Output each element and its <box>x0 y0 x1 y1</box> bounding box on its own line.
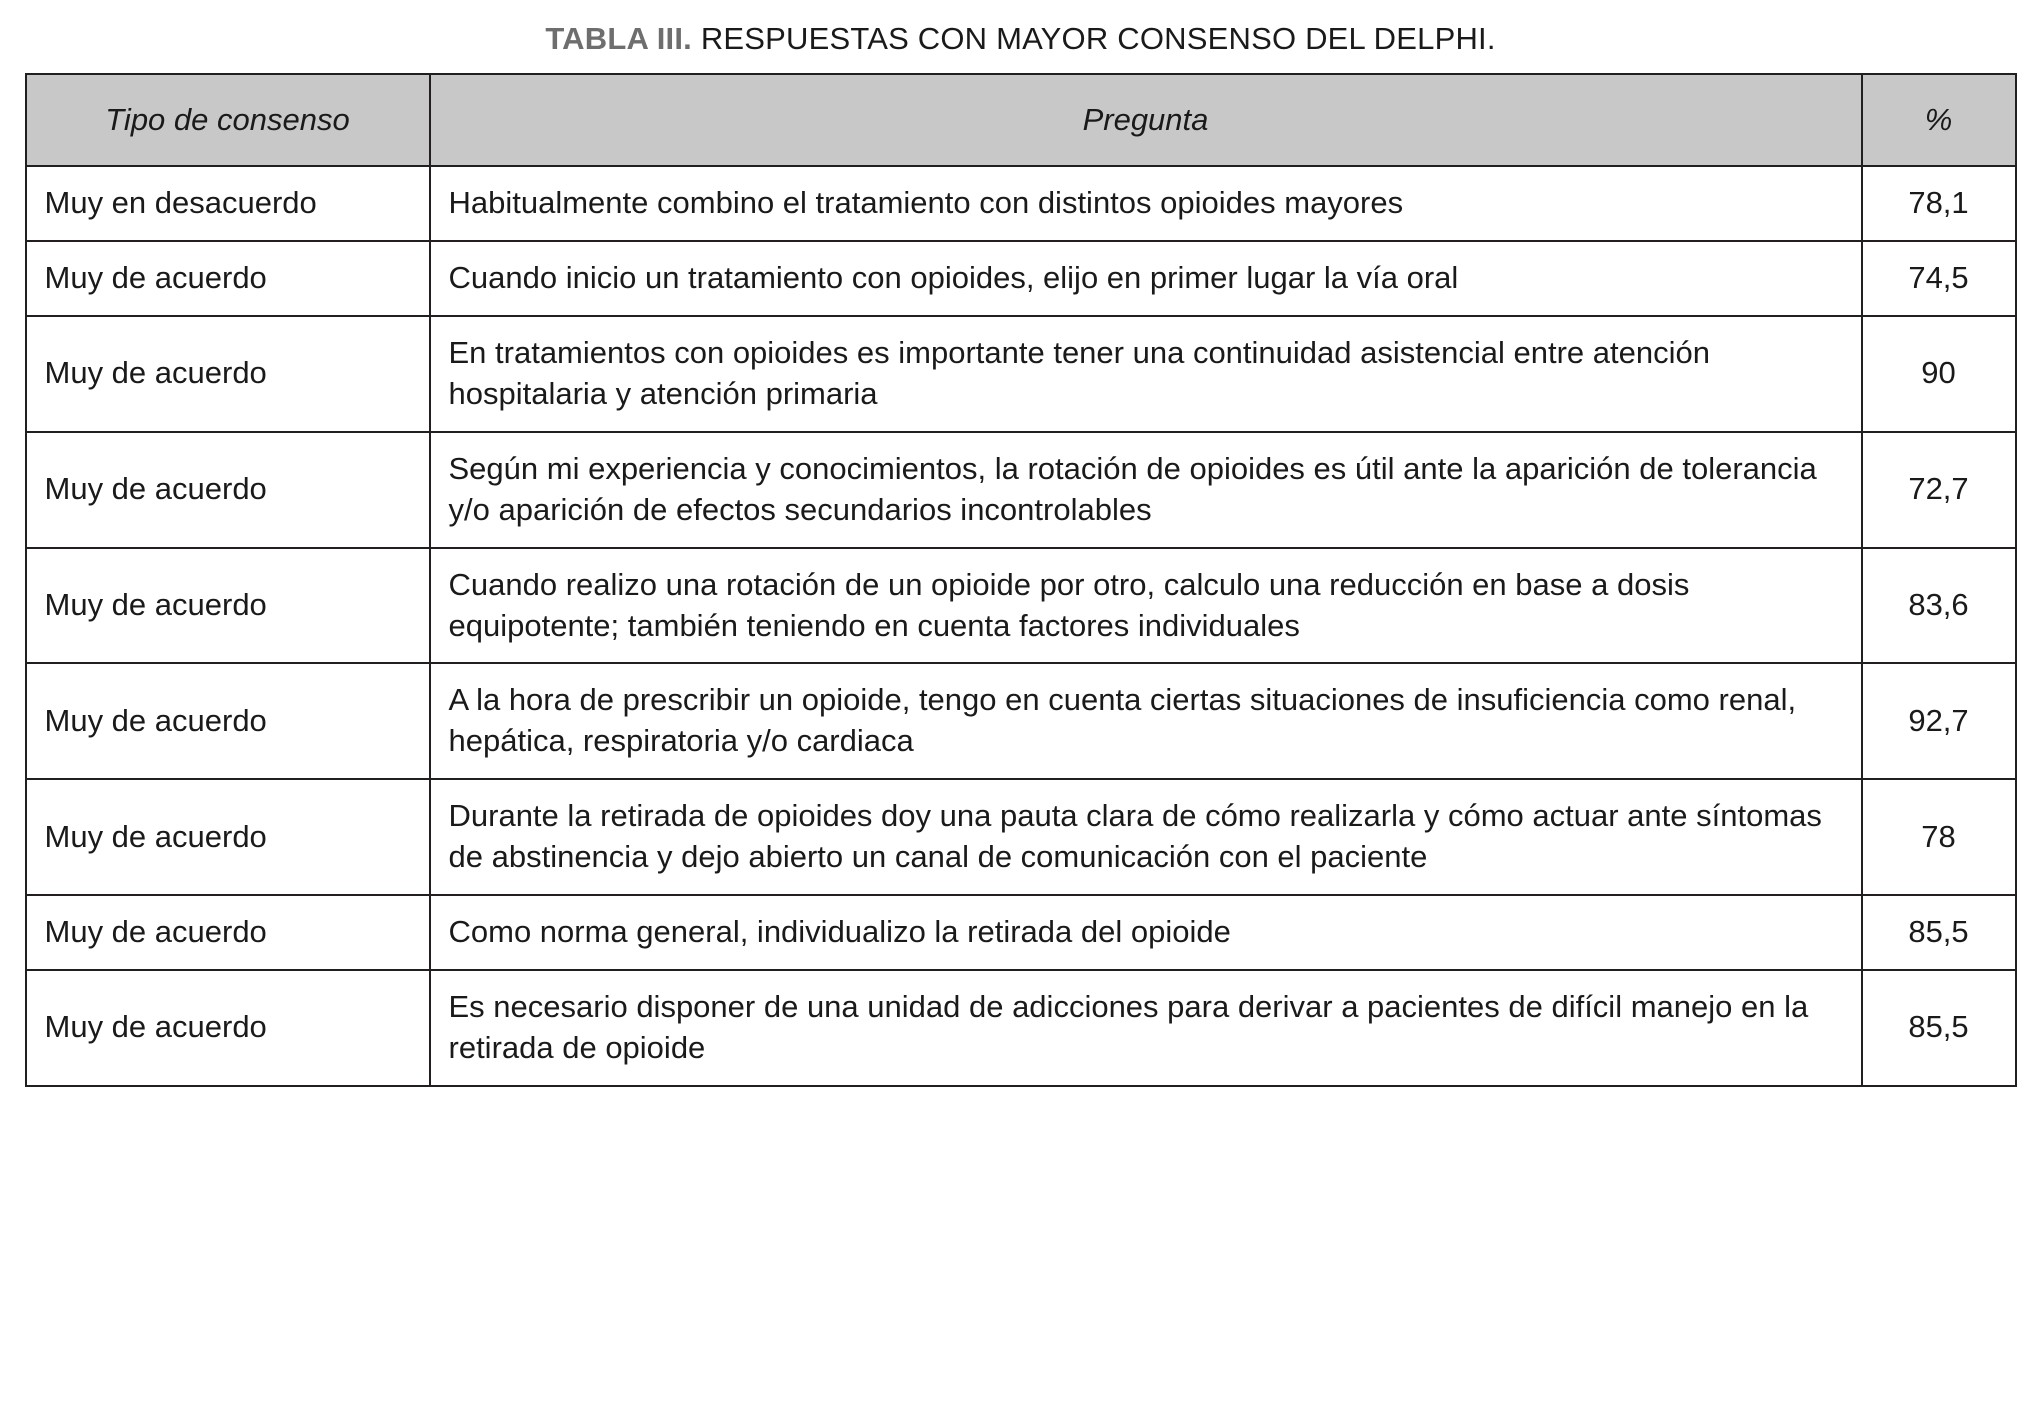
table-row <box>26 970 2016 1086</box>
delphi-consensus-table <box>25 73 2017 1087</box>
cell-question: Habitualmente combino el tratamiento con distintos opioides mayores <box>430 166 1862 241</box>
cell-consensus-type: Muy de acuerdo <box>26 779 430 895</box>
table-row <box>26 166 2016 241</box>
cell-question: Cuando realizo una rotación de un opioide por otro, calculo una reducción en base a dosis equipotente; también teniendo en cuenta factores individuales <box>430 548 1862 664</box>
column-header-percent: % <box>1862 74 2016 166</box>
table-header-row <box>26 74 2016 166</box>
table-header <box>26 74 2016 166</box>
column-header-question: Pregunta <box>430 74 1862 166</box>
table-body <box>26 166 2016 1086</box>
cell-consensus-type: Muy en desacuerdo <box>26 166 430 241</box>
cell-question: Cuando inicio un tratamiento con opioides, elijo en primer lugar la vía oral <box>430 241 1862 316</box>
cell-percent: 85,5 <box>1862 970 2016 1086</box>
table-caption <box>14 14 2027 73</box>
table-row <box>26 895 2016 970</box>
cell-consensus-type: Muy de acuerdo <box>26 970 430 1086</box>
cell-question: A la hora de prescribir un opioide, tengo en cuenta ciertas situaciones de insuficiencia como renal, hepática, respiratoria y/o cardiaca <box>430 663 1862 779</box>
table-caption-label: TABLA III. <box>545 21 692 56</box>
cell-consensus-type: Muy de acuerdo <box>26 432 430 548</box>
cell-percent: 78 <box>1862 779 2016 895</box>
cell-question: Como norma general, individualizo la retirada del opioide <box>430 895 1862 970</box>
cell-question: Durante la retirada de opioides doy una pauta clara de cómo realizarla y cómo actuar ante síntomas de abstinencia y dejo abierto un canal de comunicación con el paciente <box>430 779 1862 895</box>
table-row <box>26 241 2016 316</box>
column-header-consensus-type: Tipo de consenso <box>26 74 430 166</box>
cell-percent: 78,1 <box>1862 166 2016 241</box>
cell-percent: 85,5 <box>1862 895 2016 970</box>
table-caption-text: RESPUESTAS CON MAYOR CONSENSO DEL DELPHI. <box>700 21 1496 56</box>
table-row <box>26 548 2016 664</box>
table-row <box>26 663 2016 779</box>
cell-question: En tratamientos con opioides es importante tener una continuidad asistencial entre atención hospitalaria y atención primaria <box>430 316 1862 432</box>
cell-question: Según mi experiencia y conocimientos, la rotación de opioides es útil ante la aparición de tolerancia y/o aparición de efectos secundarios incontrolables <box>430 432 1862 548</box>
cell-consensus-type: Muy de acuerdo <box>26 895 430 970</box>
cell-percent: 74,5 <box>1862 241 2016 316</box>
cell-percent: 83,6 <box>1862 548 2016 664</box>
cell-consensus-type: Muy de acuerdo <box>26 241 430 316</box>
cell-percent: 72,7 <box>1862 432 2016 548</box>
cell-percent: 92,7 <box>1862 663 2016 779</box>
cell-consensus-type: Muy de acuerdo <box>26 548 430 664</box>
cell-question: Es necesario disponer de una unidad de adicciones para derivar a pacientes de difícil manejo en la retirada de opioide <box>430 970 1862 1086</box>
cell-consensus-type: Muy de acuerdo <box>26 663 430 779</box>
table-row <box>26 432 2016 548</box>
table-row <box>26 779 2016 895</box>
cell-percent: 90 <box>1862 316 2016 432</box>
cell-consensus-type: Muy de acuerdo <box>26 316 430 432</box>
table-row <box>26 316 2016 432</box>
